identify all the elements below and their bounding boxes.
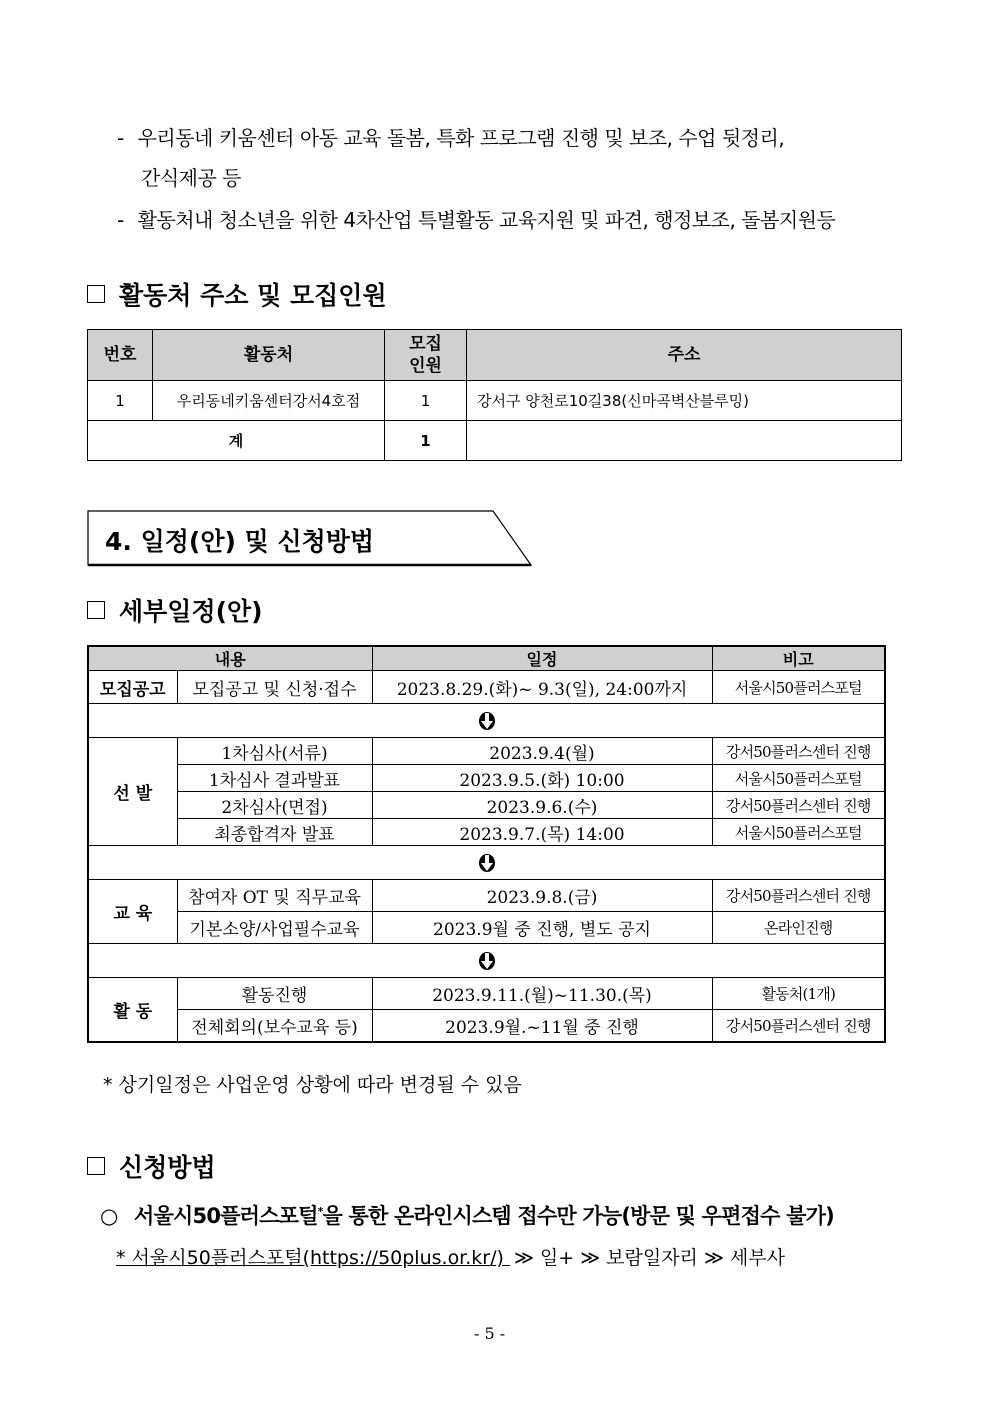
table-row [88,1010,885,1043]
total-label: 계 [88,421,385,461]
category-recruit: 모집공고 [88,671,177,704]
cell-date: 2023.9.5.(화) 10:00 [372,765,712,792]
category-activity: 활 동 [88,978,177,1043]
cell-date: 2023.9월.~11월 중 진행 [372,1010,712,1043]
down-arrow-circle-icon [478,853,496,873]
down-arrow-circle-icon [478,711,496,731]
header-site: 활동처 [153,330,385,381]
cell-note: 강서50플러스센터 진행 [712,792,885,819]
total-count: 1 [385,421,467,461]
header-no: 번호 [88,330,153,381]
header-date: 일정 [372,646,712,671]
category-education: 교 육 [88,880,177,944]
section-title-apply: 신청방법 [87,1148,216,1184]
square-bullet-icon [87,1157,105,1175]
cell-note: 서울시50플러스포털 [712,819,885,846]
cell-count: 1 [385,381,467,421]
cell-no: 1 [88,381,153,421]
arrow-row [88,704,885,738]
apply-link-line [116,1243,785,1270]
cell-note: 서울시50플러스포털 [712,765,885,792]
cell-item: 2차심사(면접) [177,792,372,819]
cell-item: 기본소양/사업필수교육 [177,912,372,944]
header-address: 주소 [467,330,902,381]
schedule-table [87,645,886,1043]
header-note: 비고 [712,646,885,671]
navigation-path: ≫ 일+ ≫ 보람일자리 ≫ 세부사 [513,1247,785,1269]
cell-item: 모집공고 및 신청·접수 [177,671,372,704]
cell-item: 최종합격자 발표 [177,819,372,846]
header-count: 모집 인원 [385,330,467,381]
circle-bullet-icon: ○ [100,1204,118,1228]
square-bullet-icon [87,285,105,303]
chapter-title: 4. 일정(안) 및 신청방법 [105,527,375,556]
portal-link[interactable]: * 서울시50플러스포털(https://50plus.or.kr/) [116,1247,510,1269]
intro-bullet-1: - 우리동네 키움센터 아동 교육 돌봄, 특화 프로그램 진행 및 보조, 수업 뒷정리, [117,126,785,150]
section-title-sites: 활동처 주소 및 모집인원 [87,276,387,312]
arrow-row [88,944,885,978]
cell-note: 활동처(1개) [712,978,885,1010]
arrow-row [88,846,885,880]
schedule-table-header [88,646,885,671]
down-arrow-circle-icon [478,951,496,971]
total-row [88,421,902,461]
table-row [88,671,885,704]
intro-bullet-1-cont: 간식제공 등 [141,166,241,190]
cell-date: 2023.9.7.(목) 14:00 [372,819,712,846]
schedule-footnote: * 상기일정은 사업운영 상황에 따라 변경될 수 있음 [103,1074,522,1096]
cell-note: 강서50플러스센터 진행 [712,738,885,765]
page-number: - 5 - [474,1324,506,1343]
sites-table [87,329,902,461]
cell-note: 서울시50플러스포털 [712,671,885,704]
sites-table-header [88,330,902,381]
table-row [88,792,885,819]
table-row [88,381,902,421]
table-row [88,765,885,792]
cell-date: 2023.9.11.(월)~11.30.(목) [372,978,712,1010]
cell-site: 우리동네키움센터강서4호점 [153,381,385,421]
cell-date: 2023.9.6.(수) [372,792,712,819]
cell-date: 2023.8.29.(화)~ 9.3(일), 24:00까지 [372,671,712,704]
chapter-header [87,510,532,566]
cell-address: 강서구 양천로10길38(신마곡벽산블루밍) [467,381,902,421]
apply-main-bullet: ○ 서울시50플러스포털*을 통한 온라인시스템 접수만 가능(방문 및 우편접수 불가) [100,1204,834,1228]
category-selection: 선 발 [88,738,177,846]
table-row [88,912,885,944]
header-content: 내용 [88,646,372,671]
section-title-schedule: 세부일정(안) [87,592,263,628]
cell-note: 강서50플러스센터 진행 [712,1010,885,1043]
intro-bullet-2: - 활동처내 청소년을 위한 4차산업 특별활동 교육지원 및 파견, 행정보조, 돌봄지원등 [117,208,836,232]
cell-item: 1차심사 결과발표 [177,765,372,792]
cell-note: 강서50플러스센터 진행 [712,880,885,912]
table-row [88,738,885,765]
cell-item: 참여자 OT 및 직무교육 [177,880,372,912]
cell-date: 2023.9.4(월) [372,738,712,765]
table-row [88,819,885,846]
table-row [88,978,885,1010]
total-address [467,421,902,461]
cell-date: 2023.9.8.(금) [372,880,712,912]
cell-item: 활동진행 [177,978,372,1010]
cell-date: 2023.9월 중 진행, 별도 공지 [372,912,712,944]
cell-note: 온라인진행 [712,912,885,944]
table-row [88,880,885,912]
cell-item: 전체회의(보수교육 등) [177,1010,372,1043]
cell-item: 1차심사(서류) [177,738,372,765]
square-bullet-icon [87,601,105,619]
